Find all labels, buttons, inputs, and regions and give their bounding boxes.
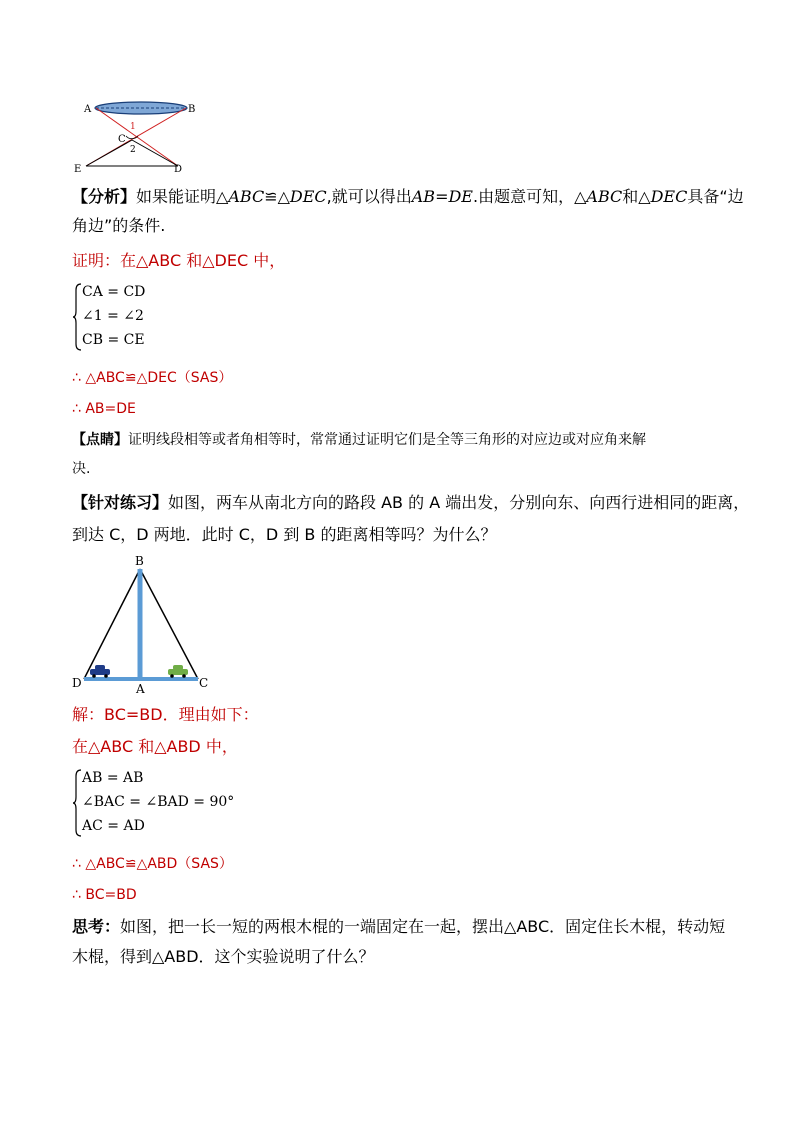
equation-row: CA = CD	[82, 284, 146, 300]
analysis-text: 和△	[622, 187, 651, 206]
brace-icon	[72, 768, 82, 838]
think-text: 如图，把一长一短的两根木棍的一端固定在一起，摆出△ABC．固定住长木棍，转动短	[120, 917, 726, 936]
tip-tag: 【点睛】	[72, 432, 128, 448]
analysis-text: ≌△	[264, 187, 290, 206]
label-angle-2: 2	[130, 145, 136, 155]
math-abc: ABC	[228, 187, 265, 206]
analysis-text: 如果能证明△	[136, 187, 229, 206]
label-c: C	[199, 676, 209, 690]
solution-conclusion-2: ∴ BC=BD	[72, 887, 137, 903]
equation-row: AC = AD	[82, 818, 145, 834]
math-dec: DEC	[650, 187, 688, 206]
label-b: B	[188, 104, 196, 115]
analysis-tag: 【分析】	[72, 187, 137, 206]
think-line-2: 木棍，得到△ABD．这个实验说明了什么？	[72, 947, 375, 966]
equation-row: ∠BAC = ∠BAD = 90°	[82, 794, 235, 810]
proof-conclusion-2: ∴ AB=DE	[72, 401, 136, 417]
equation-row: ∠1 = ∠2	[82, 308, 144, 324]
label-angle-1: 1	[130, 122, 136, 132]
solution-line-1: 解：BC=BD．理由如下：	[72, 705, 259, 724]
analysis-line-2: 角边”的条件.	[72, 216, 166, 235]
label-c: C	[118, 134, 126, 145]
solution-line-2: 在△ABC 和△ABD 中，	[72, 737, 238, 756]
math-dec: DEC	[289, 187, 327, 206]
label-d: D	[72, 676, 82, 690]
figure-triangles-abc-dec	[72, 98, 212, 178]
label-d: D	[174, 164, 183, 175]
math-ab-de: AB=DE	[411, 187, 473, 206]
equation-row: CB = CE	[82, 332, 145, 348]
car-left-icon	[90, 665, 110, 678]
label-a: A	[136, 682, 145, 696]
tip-line-1	[72, 429, 722, 451]
tip-line-2: 决.	[72, 461, 91, 477]
brace-icon	[72, 282, 82, 352]
practice-line-2: 到达 C，D 两地．此时 C，D 到 B 的距离相等吗？为什么？	[72, 525, 497, 544]
equation-row: AB = AB	[82, 770, 144, 786]
proof-intro: 证明：在△ABC 和△DEC 中，	[72, 251, 286, 270]
think-line-1	[72, 916, 726, 938]
analysis-line-1	[72, 186, 744, 208]
practice-text: 如图，两车从南北方向的路段 AB 的 A 端出发，分别向东、向西行进相同的距离，	[168, 493, 750, 512]
label-b: B	[135, 554, 144, 568]
figure-roads-cars	[70, 553, 220, 698]
solution-conclusion-1: ∴ △ABC≌△ABD（SAS）	[72, 856, 233, 872]
car-right-icon	[168, 665, 188, 678]
think-tag: 思考：	[72, 917, 121, 936]
label-a: A	[84, 104, 92, 115]
analysis-text: ,就可以得出	[326, 187, 412, 206]
label-e: E	[74, 164, 82, 175]
practice-line-1	[72, 492, 750, 514]
analysis-text: .由题意可知，△	[472, 187, 587, 206]
analysis-text: 具备“边	[687, 187, 744, 206]
practice-tag: 【针对练习】	[72, 493, 169, 512]
proof-conclusion-1: ∴ △ABC≌△DEC（SAS）	[72, 370, 233, 386]
tip-text: 证明线段相等或者角相等时，常常通过证明它们是全等三角形的对应边或对应角来解	[128, 432, 646, 448]
math-abc: ABC	[586, 187, 623, 206]
